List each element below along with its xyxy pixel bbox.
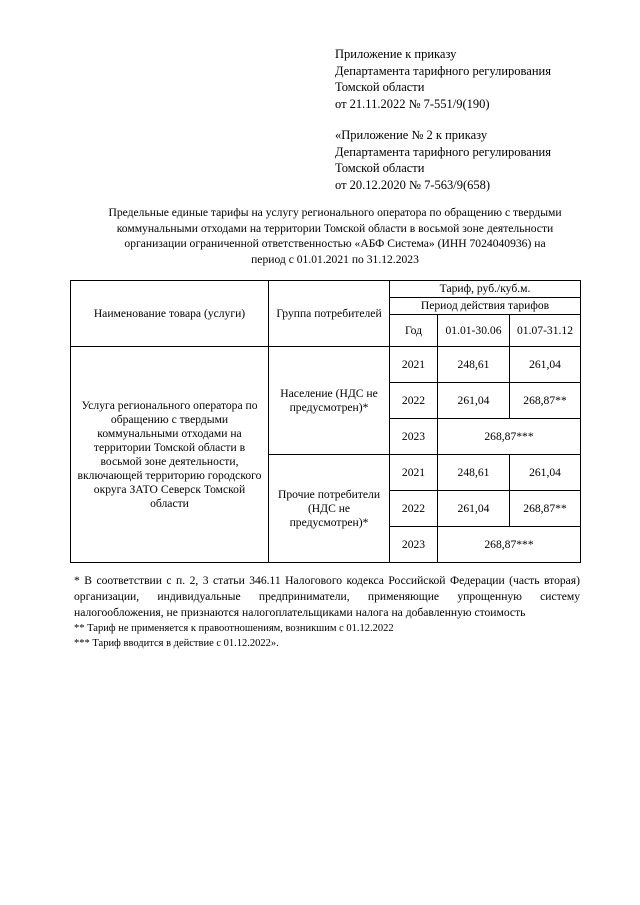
- header-line: Томской области: [335, 161, 425, 175]
- year-cell: 2021: [390, 455, 438, 491]
- year-cell: 2023: [390, 527, 438, 563]
- header-line: «Приложение № 2 к приказу: [335, 128, 488, 142]
- header-period: Период действия тарифов: [390, 298, 581, 315]
- header-tariff: Тариф, руб./куб.м.: [390, 281, 581, 298]
- footnote-1: * В соответствии с п. 2, 3 статьи 346.11 Налогового кодекса Российской Федерации (часть вторая) организации, индивидуальные предприниматели, применяющие упрощенную систему налогообложения, не признаются налогоплательщиками налога на добавленную стоимость: [74, 574, 580, 619]
- header-line: Департамента тарифного регулирования: [335, 144, 551, 159]
- tariff-cell: 268,87**: [510, 491, 581, 527]
- year-cell: 2022: [390, 491, 438, 527]
- year-cell: 2023: [390, 419, 438, 455]
- year-cell: 2022: [390, 383, 438, 419]
- year-cell: 2021: [390, 347, 438, 383]
- title-line: Предельные единые тарифы на услугу регионального оператора по обращению с твердыми: [108, 206, 562, 219]
- tariff-table: [70, 280, 581, 563]
- header-line: Томской области: [335, 80, 425, 94]
- header-line: Департамента тарифного регулирования: [335, 63, 551, 78]
- tariff-cell: 248,61: [438, 455, 510, 491]
- title-line: коммунальными отходами на территории Томской области в восьмой зоне деятельности: [116, 221, 554, 235]
- header-line: Приложение к приказу: [335, 47, 457, 61]
- header-line: от 21.11.2022 № 7-551/9(190): [335, 96, 490, 111]
- header-line: от 20.12.2020 № 7-563/9(658): [335, 177, 491, 192]
- document-title: [62, 205, 608, 267]
- order-header: [335, 46, 625, 112]
- tariff-cell-merged: 268,87***: [438, 527, 581, 563]
- tariff-cell: 261,04: [510, 347, 581, 383]
- group-other: Прочие потребители (НДС не предусмотрен)*: [269, 455, 390, 563]
- title-line: организации ограниченной ответственностью «АБФ Система» (ИНН 7024040936) на: [124, 237, 546, 250]
- header-year: Год: [390, 315, 438, 347]
- footnote-2: ** Тариф не применяется к правоотношениям, возникшим с 01.12.2022: [74, 623, 394, 634]
- tariff-cell: 248,61: [438, 347, 510, 383]
- service-name: Услуга регионального оператора по обращению с твердыми коммунальными отходами на территории Томской области в восьмой зоне деятельности, включающей территорию городского округа ЗАТО Северск Томской области: [71, 347, 269, 563]
- group-population: Население (НДС не предусмотрен)*: [269, 347, 390, 455]
- tariff-cell: 261,04: [510, 455, 581, 491]
- header-name: Наименование товара (услуги): [71, 281, 269, 347]
- header-period-2: 01.07-31.12: [510, 315, 581, 347]
- tariff-cell: 261,04: [438, 491, 510, 527]
- title-line: период с 01.01.2021 по 31.12.2023: [251, 252, 419, 266]
- header-period-1: 01.01-30.06: [438, 315, 510, 347]
- footnotes: [74, 573, 580, 651]
- tariff-cell-merged: 268,87***: [438, 419, 581, 455]
- footnote-3: *** Тариф вводится в действие с 01.12.2022».: [74, 638, 279, 649]
- original-order-header: [335, 127, 625, 193]
- header-group: Группа потребителей: [269, 281, 390, 347]
- tariff-cell: 261,04: [438, 383, 510, 419]
- tariff-cell: 268,87**: [510, 383, 581, 419]
